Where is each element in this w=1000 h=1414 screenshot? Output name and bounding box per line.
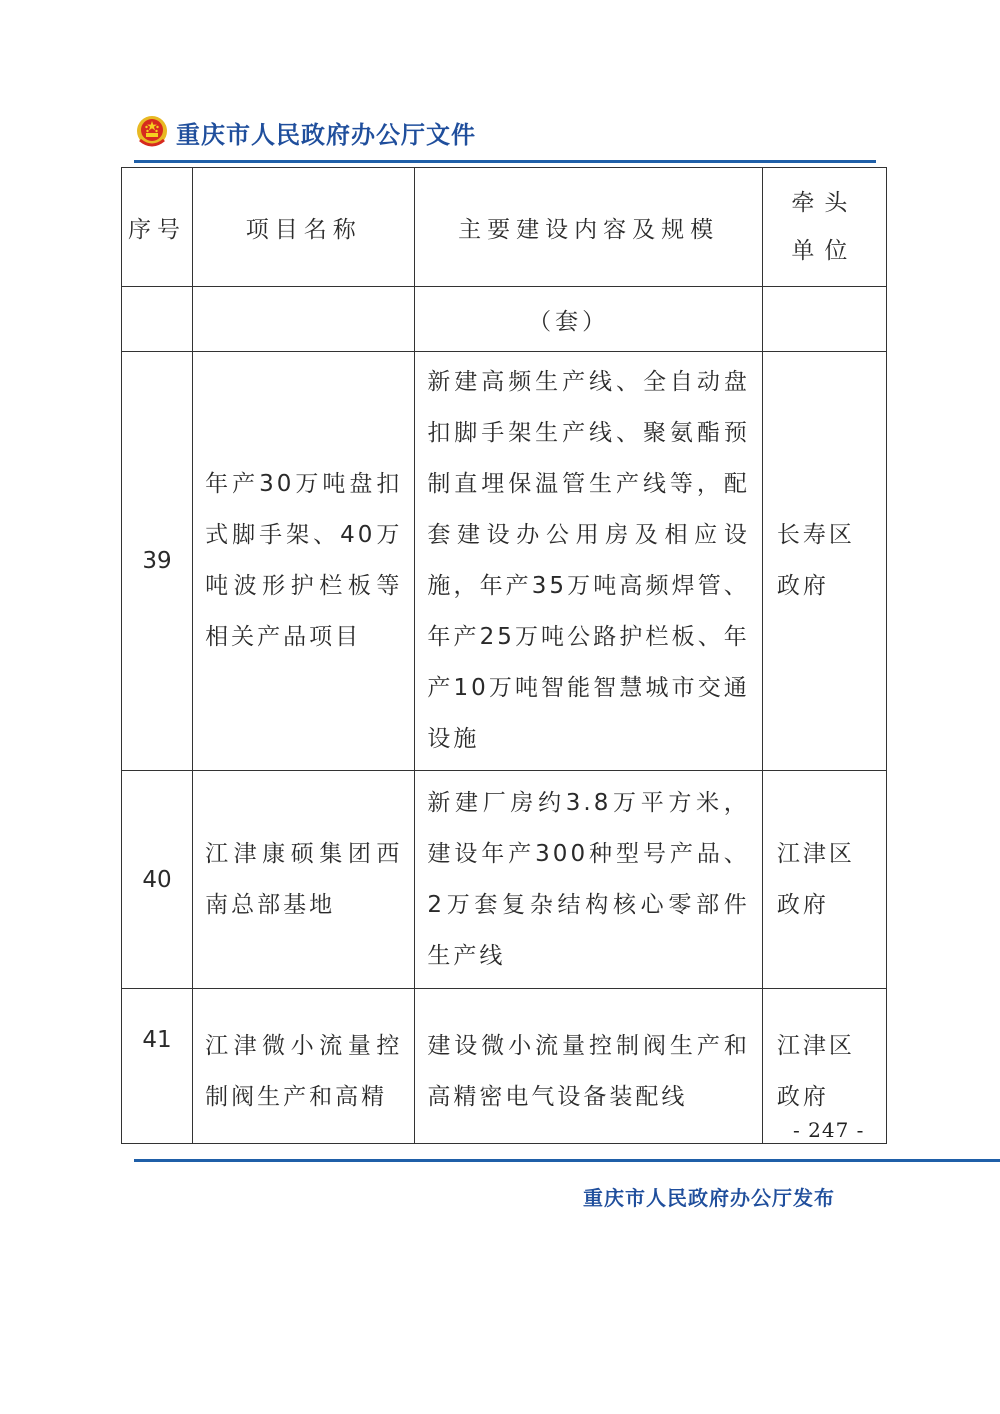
cell-content: 新建厂房约3.8万平方米，建设年产300种型号产品、2万套复杂结构核心零部件生产线: [427, 789, 750, 969]
document-header: [134, 112, 476, 152]
cell-index: 41: [122, 989, 193, 1144]
cell-unit: [762, 287, 886, 352]
cell-name: 江津微小流量控制阀生产和高精: [205, 1033, 403, 1110]
cell-index: [122, 287, 193, 352]
publisher-footer: 重庆市人民政府办公厅发布: [583, 1186, 835, 1210]
project-table: [121, 167, 887, 1144]
table-header-row: [122, 168, 887, 287]
cell-unit: 长寿区政府: [776, 522, 855, 599]
document-title: 重庆市人民政府办公厅文件: [176, 120, 476, 149]
national-emblem-icon: [134, 114, 170, 150]
header-index: 序号: [122, 168, 193, 287]
table-row: [122, 771, 887, 989]
cell-content: 建设微小流量控制阀生产和高精密电气设备装配线: [427, 1033, 750, 1110]
cell-content: （套）: [415, 287, 762, 352]
header-divider: [134, 160, 876, 163]
table-row: [122, 352, 887, 771]
table-row: [122, 989, 887, 1144]
header-content: 主要建设内容及规模: [415, 168, 762, 287]
cell-index: 39: [122, 352, 193, 771]
cell-name: 年产30万吨盘扣式脚手架、40万吨波形护栏板等相关产品项目: [205, 471, 403, 650]
footer-divider: [134, 1159, 1000, 1162]
cell-content: 新建高频生产线、全自动盘扣脚手架生产线、聚氨酯预制直埋保温管生产线等，配套建设办公用房及相应设施，年产35万吨高频焊管、年产25万吨公路护栏板、年产10万吨智能智慧城市交通设施: [427, 369, 750, 752]
page-number: - 247 -: [793, 1118, 865, 1142]
cell-unit: 江津区政府: [776, 840, 855, 918]
cell-index: 40: [122, 771, 193, 989]
cell-name: [193, 287, 415, 352]
table-row: [122, 287, 887, 352]
header-unit: 牵头单位: [762, 168, 886, 287]
cell-unit: 江津区政府: [776, 1033, 855, 1110]
cell-name: 江津康硕集团西南总部基地: [205, 840, 403, 918]
header-name: 项目名称: [193, 168, 415, 287]
